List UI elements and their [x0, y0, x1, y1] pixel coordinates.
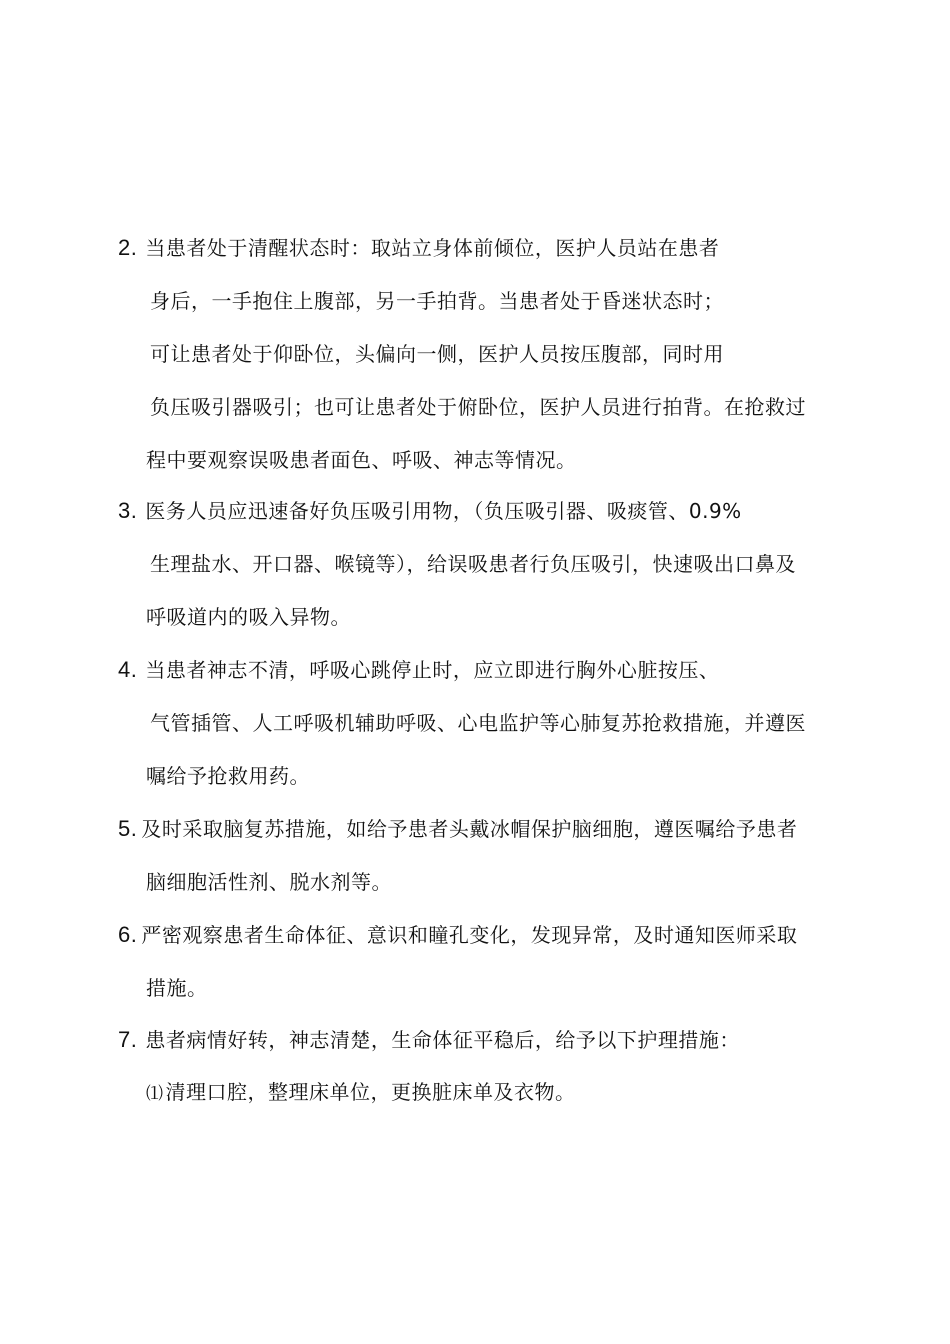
- item-text: 及时采取脑复苏措施，如给予患者头戴冰帽保护脑细胞，遵医嘱给予患者: [141, 817, 798, 841]
- item-text: 患者病情好转，神志清楚，生命体征平稳后，给予以下护理措施：: [145, 1028, 740, 1052]
- item-5-line-1: [118, 815, 797, 843]
- item-2-line-5: 程中要观察误吸患者面色、呼吸、神志等情况。: [146, 448, 577, 472]
- item-3-line-2: 生理盐水、开口器、喉镜等），给误吸患者行负压吸引，快速吸出口鼻及: [150, 552, 796, 576]
- item-4-line-3: 嘱给予抢救用药。: [146, 764, 310, 788]
- item-6-line-2: 措施。: [146, 976, 208, 1000]
- item-4-line-2: 气管插管、人工呼吸机辅助呼吸、心电监护等心肺复苏抢救措施，并遵医: [150, 711, 806, 735]
- item-number: 6.: [118, 922, 138, 947]
- item-number: 2.: [118, 235, 138, 260]
- item-number: 7.: [118, 1027, 138, 1052]
- item-5-line-2: 脑细胞活性剂、脱水剂等。: [146, 870, 392, 894]
- item-3-line-3: 呼吸道内的吸入异物。: [146, 605, 351, 629]
- item-3-line-1: [118, 497, 742, 525]
- item-number: 3.: [118, 498, 138, 523]
- item-text: 医务人员应迅速备好负压吸引用物，（负压吸引器、吸痰管、0.9%: [145, 499, 742, 523]
- item-text: 当患者神志不清，呼吸心跳停止时，应立即进行胸外心脏按压、: [145, 658, 720, 682]
- subitem-text: 清理口腔，整理床单位，更换脏床单及衣物。: [165, 1080, 576, 1104]
- item-2-line-2: 身后，一手抱住上腹部，另一手拍背。当患者处于昏迷状态时；: [150, 289, 724, 313]
- item-text: 严密观察患者生命体征、意识和瞳孔变化，发现异常，及时通知医师采取: [141, 923, 798, 947]
- subitem-number: ⑴: [146, 1084, 164, 1104]
- item-text: 当患者处于清醒状态时：取站立身体前倾位，医护人员站在患者: [145, 236, 720, 260]
- subitem-1: [146, 1078, 576, 1108]
- item-number: 5.: [118, 816, 138, 841]
- item-2-line-3: 可让患者处于仰卧位，头偏向一侧，医护人员按压腹部，同时用: [150, 342, 724, 366]
- item-2-line-1: [118, 234, 719, 262]
- item-7-line-1: [118, 1026, 740, 1054]
- item-2-line-4: 负压吸引器吸引；也可让患者处于俯卧位，医护人员进行拍背。在抢救过: [150, 395, 806, 419]
- item-4-line-1: [118, 656, 719, 684]
- item-number: 4.: [118, 657, 138, 682]
- item-6-line-1: [118, 921, 797, 949]
